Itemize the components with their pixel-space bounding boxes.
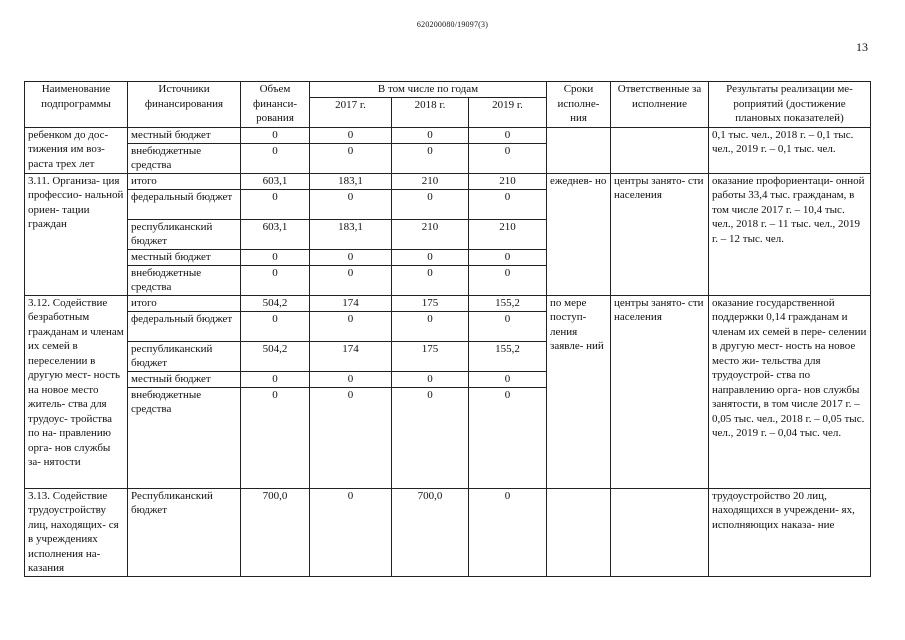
year-2017-cell: 0 — [310, 488, 392, 576]
volume-cell: 504,2 — [241, 295, 310, 311]
year-2017-cell: 174 — [310, 295, 392, 311]
year-2018-cell: 0 — [392, 127, 469, 143]
volume-cell: 0 — [241, 189, 310, 219]
volume-cell: 0 — [241, 265, 310, 295]
results-cell: оказание профориентаци- онной работы 33,4 тыс. гражданам, в том числе 2017 г. – 10,4 тыс. чел., 2018 г. – 11 тыс. чел., 2019 г. – 12 тыс. чел. — [709, 173, 871, 295]
responsible-cell: центры занято- сти населения — [611, 173, 709, 295]
year-2018-cell: 210 — [392, 219, 469, 249]
year-2019-cell: 0 — [469, 143, 547, 173]
subprogram-name: ребенком до дос- тижения им воз- раста трех лет — [25, 127, 128, 173]
year-2018-cell: 0 — [392, 371, 469, 387]
source-cell: местный бюджет — [128, 249, 241, 265]
year-2019-cell: 0 — [469, 488, 547, 576]
year-2018-cell: 175 — [392, 295, 469, 311]
source-cell: местный бюджет — [128, 371, 241, 387]
page-number: 13 — [856, 40, 868, 54]
source-cell: местный бюджет — [128, 127, 241, 143]
header-volume: Объем финанси- рования — [241, 82, 310, 128]
results-cell: трудоустройство 20 лиц, находящихся в учреждени- ях, исполняющих наказа- ние — [709, 488, 871, 576]
year-2019-cell: 0 — [469, 311, 547, 341]
volume-cell: 603,1 — [241, 219, 310, 249]
year-2018-cell: 0 — [392, 387, 469, 488]
year-2019-cell: 0 — [469, 249, 547, 265]
year-2017-cell: 0 — [310, 265, 392, 295]
header-responsible: Ответственные за исполнение — [611, 82, 709, 128]
year-2018-cell: 0 — [392, 311, 469, 341]
source-cell: итого — [128, 173, 241, 189]
terms-cell — [547, 127, 611, 173]
year-2019-cell: 0 — [469, 387, 547, 488]
subprogram-name: 3.11. Организа- ция профессио- нальной ориен- тации граждан — [25, 173, 128, 295]
header-terms: Сроки исполне- ния — [547, 82, 611, 128]
volume-cell: 0 — [241, 371, 310, 387]
header-results: Результаты реализации ме- роприятий (достижение плановых показателей) — [709, 82, 871, 128]
table-row — [25, 127, 871, 143]
table-row — [25, 295, 871, 311]
header-row — [25, 82, 871, 98]
year-2017-cell: 0 — [310, 127, 392, 143]
responsible-cell: центры занято- сти населения — [611, 295, 709, 488]
year-2019-cell: 155,2 — [469, 341, 547, 371]
year-2019-cell: 0 — [469, 189, 547, 219]
header-name: Наименование подпрограммы — [25, 82, 128, 128]
results-cell: 0,1 тыс. чел., 2018 г. – 0,1 тыс. чел., 2019 г. – 0,1 тыс. чел. — [709, 127, 871, 173]
source-cell: итого — [128, 295, 241, 311]
program-table — [24, 81, 871, 577]
terms-cell — [547, 488, 611, 576]
source-cell: федеральный бюджет — [128, 189, 241, 219]
year-2017-cell: 0 — [310, 371, 392, 387]
table-row — [25, 488, 871, 576]
year-2019-cell: 210 — [469, 173, 547, 189]
header-by-years: В том числе по годам — [310, 82, 547, 98]
year-2017-cell: 0 — [310, 189, 392, 219]
year-2019-cell: 0 — [469, 371, 547, 387]
table-row — [25, 173, 871, 189]
year-2018-cell: 0 — [392, 189, 469, 219]
year-2017-cell: 0 — [310, 311, 392, 341]
header-year-2019: 2019 г. — [469, 97, 547, 127]
responsible-cell — [611, 127, 709, 173]
volume-cell: 0 — [241, 143, 310, 173]
source-cell: республиканский бюджет — [128, 341, 241, 371]
year-2018-cell: 175 — [392, 341, 469, 371]
source-cell: внебюджетные средства — [128, 387, 241, 488]
year-2017-cell: 0 — [310, 143, 392, 173]
year-2018-cell: 0 — [392, 265, 469, 295]
terms-cell: ежеднев- но — [547, 173, 611, 295]
year-2019-cell: 0 — [469, 265, 547, 295]
document-id: 620200080/19097(3) — [416, 20, 489, 29]
source-cell: Республиканский бюджет — [128, 488, 241, 576]
volume-cell: 0 — [241, 127, 310, 143]
year-2018-cell: 0 — [392, 249, 469, 265]
volume-cell: 504,2 — [241, 341, 310, 371]
year-2017-cell: 174 — [310, 341, 392, 371]
year-2017-cell: 183,1 — [310, 219, 392, 249]
volume-cell: 603,1 — [241, 173, 310, 189]
year-2018-cell: 210 — [392, 173, 469, 189]
header-sources: Источники финансирования — [128, 82, 241, 128]
source-cell: внебюджетные средства — [128, 265, 241, 295]
volume-cell: 0 — [241, 249, 310, 265]
year-2018-cell: 700,0 — [392, 488, 469, 576]
volume-cell: 700,0 — [241, 488, 310, 576]
subprogram-name: 3.13. Содействие трудоустройству лиц, находящих- ся в учреждениях исполнения на- казания — [25, 488, 128, 576]
year-2017-cell: 183,1 — [310, 173, 392, 189]
year-2017-cell: 0 — [310, 249, 392, 265]
year-2018-cell: 0 — [392, 143, 469, 173]
subprogram-name: 3.12. Содействие безработным гражданам и членам их семей в переселении в другую мест- ность на новое место житель- ства для трудоус- тройства по на- правлению орга- нов службы за- нятости — [25, 295, 128, 488]
volume-cell: 0 — [241, 387, 310, 488]
year-2019-cell: 210 — [469, 219, 547, 249]
responsible-cell — [611, 488, 709, 576]
results-cell: оказание государственной поддержки 0,14 гражданам и членам их семей в пере- селении в другую мест- ность на новое место жи- тельства для трудоустрой- ства по направлению орга- нов службы занятости, в том числе 2017 г. – 0,05 тыс. чел., 2018 г. – 0,05 тыс. чел., 2019 г. – 0,04 тыс. чел. — [709, 295, 871, 488]
source-cell: республиканский бюджет — [128, 219, 241, 249]
source-cell: федеральный бюджет — [128, 311, 241, 341]
year-2019-cell: 155,2 — [469, 295, 547, 311]
header-year-2018: 2018 г. — [392, 97, 469, 127]
year-2017-cell: 0 — [310, 387, 392, 488]
header-year-2017: 2017 г. — [310, 97, 392, 127]
year-2019-cell: 0 — [469, 127, 547, 143]
terms-cell: по мере поступ- ления заявле- ний — [547, 295, 611, 488]
source-cell: внебюджетные средства — [128, 143, 241, 173]
volume-cell: 0 — [241, 311, 310, 341]
